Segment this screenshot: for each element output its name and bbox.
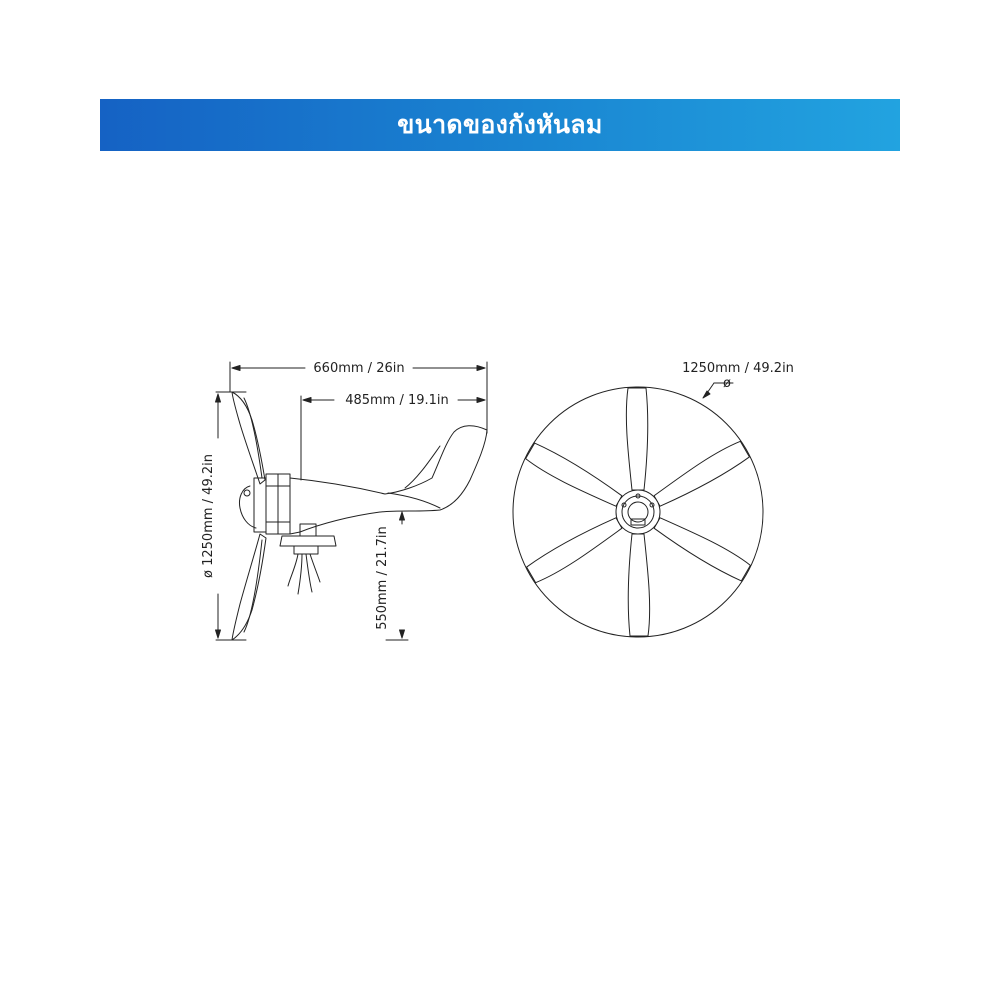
side-blades: [232, 392, 266, 640]
dimension-overall-length: [232, 361, 485, 376]
front-view: [513, 361, 794, 637]
rotor-diameter-front-label: 1250mm / 49.2in: [682, 361, 794, 376]
dimension-mount-height: [375, 512, 405, 638]
overall-length-label: 660mm / 26in: [313, 361, 405, 376]
dimension-rotor-diameter-side: [201, 394, 221, 638]
front-hub: [616, 490, 660, 534]
side-body: [290, 426, 487, 534]
diameter-symbol: ø: [723, 376, 731, 391]
dimension-rotor-diameter-front: [682, 361, 794, 398]
side-hub: [239, 474, 290, 534]
mount-height-label: 550mm / 21.7in: [375, 526, 390, 630]
rotor-diameter-side-label: ø 1250mm / 49.2in: [201, 454, 216, 578]
side-view: [201, 361, 487, 640]
body-length-label: 485mm / 19.1in: [345, 393, 449, 408]
banner-title: ขนาดของกังหันลม: [397, 110, 603, 139]
dimension-body-length: [303, 393, 485, 408]
